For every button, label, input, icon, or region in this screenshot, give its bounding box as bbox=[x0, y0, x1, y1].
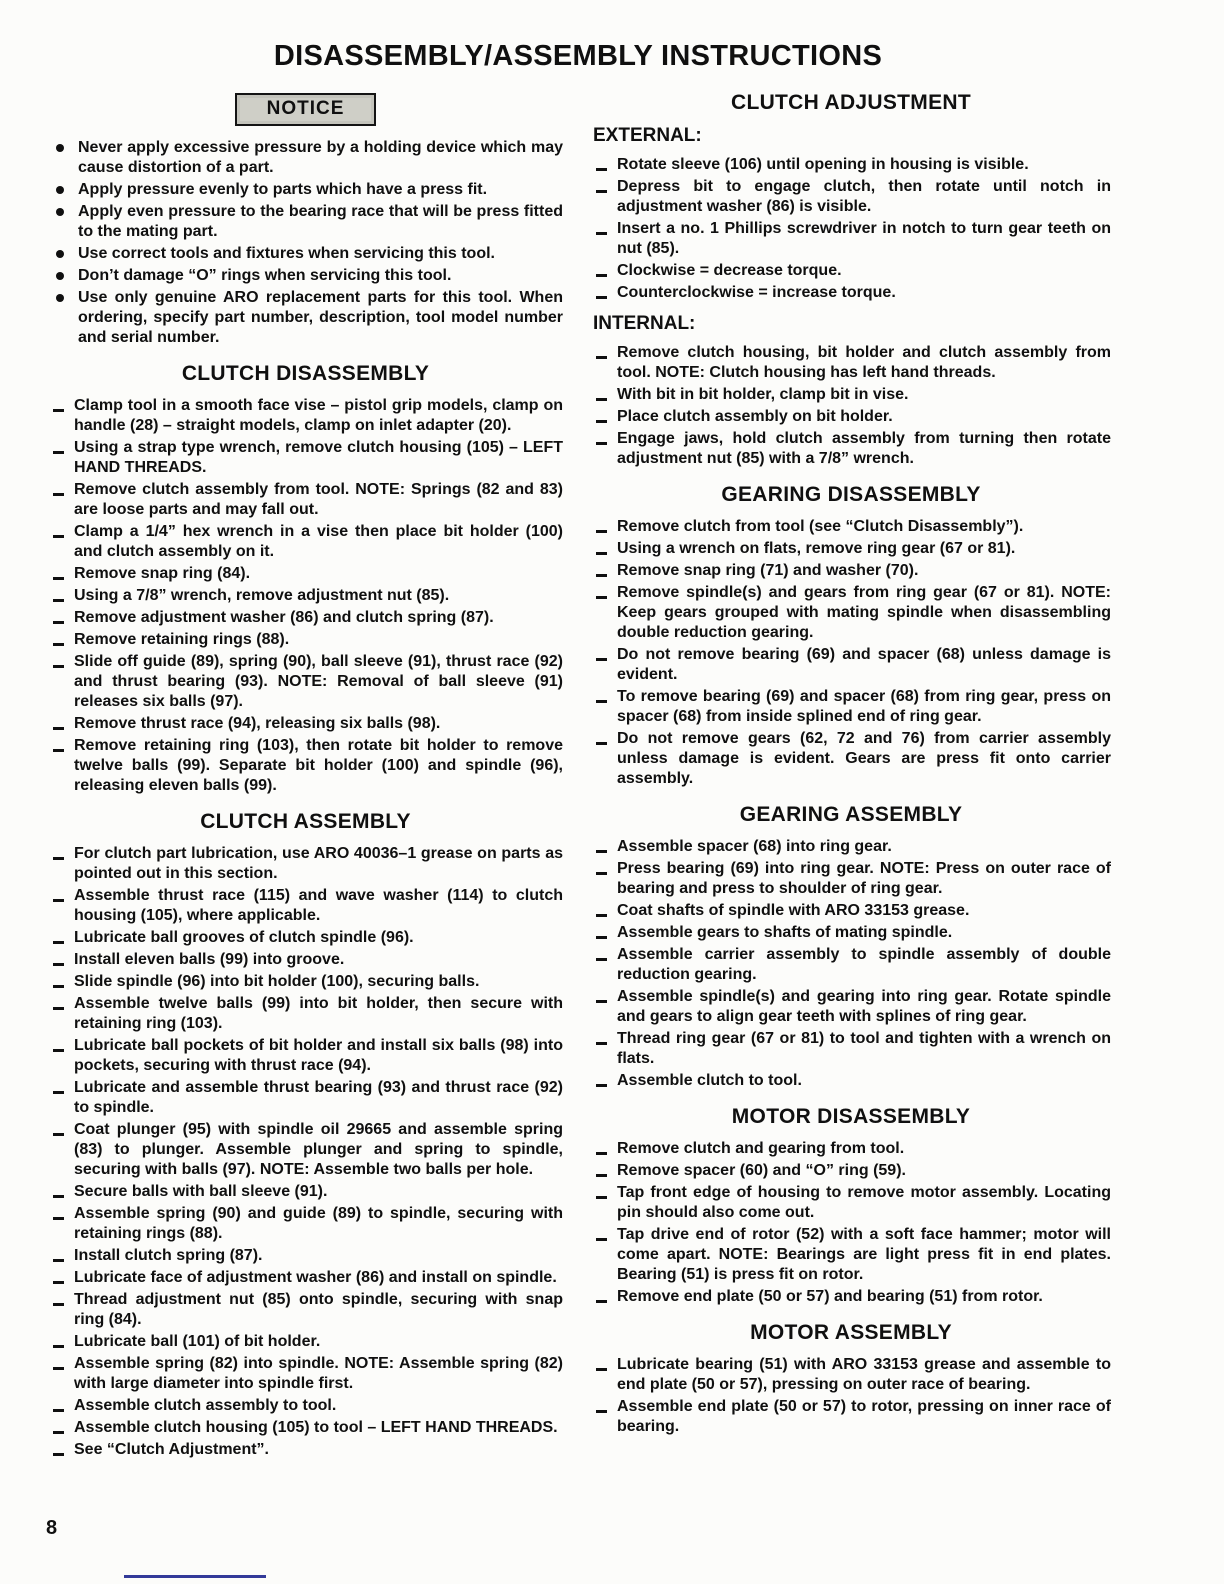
dash-icon bbox=[48, 1290, 74, 1310]
item-text: Lubricate ball pockets of bit holder and install six balls (98) into pockets, securing with thrust race (94). bbox=[74, 1037, 563, 1074]
list-item bbox=[591, 385, 1111, 405]
list-item bbox=[48, 244, 563, 264]
list-item bbox=[48, 138, 563, 178]
item-text: Remove adjustment washer (86) and clutch spring (87). bbox=[74, 609, 494, 626]
dash-icon bbox=[591, 1397, 617, 1417]
list-item bbox=[48, 736, 563, 796]
list-item bbox=[48, 1396, 563, 1416]
item-text: Coat plunger (95) with spindle oil 29665 and assemble spring (83) to plunger. Assemble plunger and spring to spindle, securing with balls (97). NOTE: Assemble two balls per hole. bbox=[74, 1121, 563, 1178]
dash-icon bbox=[591, 729, 617, 749]
list-item bbox=[48, 1440, 563, 1460]
item-text: Install eleven balls (99) into groove. bbox=[74, 951, 345, 968]
item-text: Insert a no. 1 Phillips screwdriver in notch to turn gear teeth on nut (85). bbox=[617, 220, 1111, 257]
item-text: Coat shafts of spindle with ARO 33153 grease. bbox=[617, 902, 970, 919]
dash-icon bbox=[48, 886, 74, 906]
item-text: Assemble clutch assembly to tool. bbox=[74, 1397, 337, 1414]
dash-icon bbox=[591, 155, 617, 175]
subsection-heading: INTERNAL: bbox=[593, 313, 696, 334]
list-item bbox=[48, 844, 563, 884]
dash-icon bbox=[48, 1182, 74, 1202]
item-text: Assemble gears to shafts of mating spindle. bbox=[617, 924, 953, 941]
list-item bbox=[591, 1355, 1111, 1395]
list-item bbox=[48, 1268, 563, 1288]
item-text: Don’t damage “O” rings when servicing this tool. bbox=[78, 267, 452, 284]
dash-icon bbox=[48, 736, 74, 756]
list-item bbox=[591, 517, 1111, 537]
list-item bbox=[48, 886, 563, 926]
item-text: Do not remove bearing (69) and spacer (68) unless damage is evident. bbox=[617, 646, 1111, 683]
list-item bbox=[591, 219, 1111, 259]
section-heading: MOTOR DISASSEMBLY bbox=[731, 1105, 971, 1128]
dash-icon bbox=[48, 1268, 74, 1288]
subsection-heading: EXTERNAL: bbox=[593, 125, 702, 146]
dash-icon bbox=[48, 714, 74, 734]
list-item bbox=[591, 1071, 1111, 1091]
list-item bbox=[48, 1120, 563, 1180]
list-item bbox=[591, 837, 1111, 857]
dash-icon bbox=[591, 901, 617, 921]
dash-icon bbox=[591, 837, 617, 857]
item-text: Assemble spindle(s) and gearing into ring gear. Rotate spindle and gears to align gear teeth with splines of ring gear. bbox=[617, 988, 1111, 1025]
item-text: Remove retaining rings (88). bbox=[74, 631, 290, 648]
item-text: Engage jaws, hold clutch assembly from turning then rotate adjustment nut (85) with a 7/8” wrench. bbox=[617, 430, 1111, 467]
dash-icon bbox=[48, 1396, 74, 1416]
dash-icon bbox=[48, 1078, 74, 1098]
list-item bbox=[591, 945, 1111, 985]
item-text: Do not remove gears (62, 72 and 76) from carrier assembly unless damage is evident. Gears are press fit onto carrier assembly. bbox=[617, 730, 1111, 787]
item-text: Remove spindle(s) and gears from ring gear (67 or 81). NOTE: Keep gears grouped with mating spindle when disassembling double reduction gearing. bbox=[617, 584, 1111, 641]
list-item bbox=[591, 155, 1111, 175]
list-item bbox=[48, 1182, 563, 1202]
item-text: Lubricate and assemble thrust bearing (93) and thrust race (92) to spindle. bbox=[74, 1079, 563, 1116]
list-item bbox=[591, 1139, 1111, 1159]
dash-icon bbox=[591, 219, 617, 239]
item-text: Clamp tool in a smooth face vise – pistol grip models, clamp on handle (28) – straight models, clamp on inlet adapter (20). bbox=[74, 397, 563, 434]
item-text: Remove spacer (60) and “O” ring (59). bbox=[617, 1162, 906, 1179]
list-item bbox=[591, 561, 1111, 581]
list-item bbox=[48, 972, 563, 992]
list-item bbox=[48, 714, 563, 734]
notice-list bbox=[48, 138, 563, 348]
right-column bbox=[591, 91, 1111, 1462]
dash-icon bbox=[48, 844, 74, 864]
list-item bbox=[48, 1354, 563, 1394]
dash-icon bbox=[48, 480, 74, 500]
list-item bbox=[591, 177, 1111, 217]
list-item bbox=[591, 687, 1111, 727]
list-item bbox=[48, 652, 563, 712]
bullet-icon bbox=[48, 288, 78, 308]
dash-icon bbox=[591, 1355, 617, 1375]
bullet-icon bbox=[48, 180, 78, 200]
list-item bbox=[591, 1183, 1111, 1223]
dash-icon bbox=[591, 407, 617, 427]
item-text: See “Clutch Adjustment”. bbox=[74, 1441, 269, 1458]
list-item bbox=[591, 1029, 1111, 1069]
item-text: Rotate sleeve (106) until opening in housing is visible. bbox=[617, 156, 1029, 173]
list-item bbox=[591, 283, 1111, 303]
list-item bbox=[591, 1397, 1111, 1437]
item-text: Apply even pressure to the bearing race that will be press fitted to the mating part. bbox=[78, 203, 563, 240]
dash-icon bbox=[591, 1225, 617, 1245]
dash-icon bbox=[591, 923, 617, 943]
list-item bbox=[48, 1036, 563, 1076]
item-text: Remove clutch from tool (see “Clutch Disassembly”). bbox=[617, 518, 1024, 535]
list-item bbox=[591, 261, 1111, 281]
list-item bbox=[48, 202, 563, 242]
item-text: Using a wrench on flats, remove ring gear (67 or 81). bbox=[617, 540, 1016, 557]
item-text: Remove snap ring (84). bbox=[74, 565, 251, 582]
bullet-icon bbox=[48, 138, 78, 158]
item-text: Assemble thrust race (115) and wave washer (114) to clutch housing (105), where applicable. bbox=[74, 887, 563, 924]
item-text: Install clutch spring (87). bbox=[74, 1247, 263, 1264]
bullet-icon bbox=[48, 266, 78, 286]
list-item bbox=[591, 429, 1111, 469]
dash-icon bbox=[48, 438, 74, 458]
dash-icon bbox=[48, 972, 74, 992]
dash-icon bbox=[591, 561, 617, 581]
list-item bbox=[591, 1225, 1111, 1285]
dash-icon bbox=[591, 1139, 617, 1159]
dash-icon bbox=[48, 522, 74, 542]
item-text: Tap front edge of housing to remove motor assembly. Locating pin should also come out. bbox=[617, 1184, 1111, 1221]
instruction-list bbox=[591, 155, 1111, 303]
notice-banner bbox=[48, 93, 563, 126]
item-text: Remove snap ring (71) and washer (70). bbox=[617, 562, 919, 579]
dash-icon bbox=[48, 1120, 74, 1140]
dash-icon bbox=[591, 539, 617, 559]
list-item bbox=[48, 396, 563, 436]
item-text: Clamp a 1/4” hex wrench in a vise then place bit holder (100) and clutch assembly on it. bbox=[74, 523, 563, 560]
list-item bbox=[591, 987, 1111, 1027]
dash-icon bbox=[48, 608, 74, 628]
dash-icon bbox=[591, 1161, 617, 1181]
item-text: Remove clutch and gearing from tool. bbox=[617, 1140, 905, 1157]
item-text: Using a 7/8” wrench, remove adjustment nut (85). bbox=[74, 587, 450, 604]
list-item bbox=[48, 1204, 563, 1244]
dash-icon bbox=[48, 1332, 74, 1352]
item-text: Remove thrust race (94), releasing six balls (98). bbox=[74, 715, 441, 732]
list-item bbox=[48, 928, 563, 948]
list-item bbox=[591, 729, 1111, 789]
dash-icon bbox=[591, 177, 617, 197]
list-item bbox=[48, 608, 563, 628]
item-text: Assemble spacer (68) into ring gear. bbox=[617, 838, 892, 855]
dash-icon bbox=[591, 283, 617, 303]
dash-icon bbox=[591, 859, 617, 879]
left-column bbox=[48, 91, 563, 1462]
item-text: Slide off guide (89), spring (90), ball sleeve (91), thrust race (92) and thrust bearing (93). NOTE: Removal of ball sleeve (91) releases six balls (97). bbox=[74, 653, 563, 710]
list-item bbox=[591, 1161, 1111, 1181]
list-item bbox=[48, 1246, 563, 1266]
dash-icon bbox=[591, 343, 617, 363]
item-text: Press bearing (69) into ring gear. NOTE: Press on outer race of bearing and press to shoulder of ring gear. bbox=[617, 860, 1111, 897]
instruction-list bbox=[48, 396, 563, 796]
list-item bbox=[48, 480, 563, 520]
item-text: Place clutch assembly on bit holder. bbox=[617, 408, 893, 425]
list-item bbox=[591, 859, 1111, 899]
dash-icon bbox=[591, 1183, 617, 1203]
item-text: Assemble clutch to tool. bbox=[617, 1072, 802, 1089]
item-text: Remove retaining ring (103), then rotate bit holder to remove twelve balls (99). Separate bit holder (100) and spindle (96), releasing eleven balls (99). bbox=[74, 737, 563, 794]
list-item bbox=[48, 1332, 563, 1352]
dash-icon bbox=[591, 645, 617, 665]
instruction-list bbox=[48, 844, 563, 1460]
item-text: Assemble spring (90) and guide (89) to spindle, securing with retaining rings (88). bbox=[74, 1205, 563, 1242]
item-text: With bit in bit holder, clamp bit in vise. bbox=[617, 386, 909, 403]
instruction-list bbox=[591, 1139, 1111, 1307]
item-text: Assemble spring (82) into spindle. NOTE: Assemble spring (82) with large diameter into spindle first. bbox=[74, 1355, 563, 1392]
list-item bbox=[591, 539, 1111, 559]
list-item bbox=[591, 1287, 1111, 1307]
dash-icon bbox=[48, 652, 74, 672]
dash-icon bbox=[591, 1071, 617, 1091]
dash-icon bbox=[591, 517, 617, 537]
instruction-list bbox=[591, 1355, 1111, 1437]
item-text: Thread adjustment nut (85) onto spindle, securing with snap ring (84). bbox=[74, 1291, 563, 1328]
section-heading: CLUTCH ASSEMBLY bbox=[200, 810, 411, 833]
item-text: Assemble twelve balls (99) into bit holder, then secure with retaining ring (103). bbox=[74, 995, 563, 1032]
dash-icon bbox=[48, 1204, 74, 1224]
dash-icon bbox=[591, 385, 617, 405]
item-text: Lubricate bearing (51) with ARO 33153 grease and assemble to end plate (50 or 57), pressing on outer race of bearing. bbox=[617, 1356, 1111, 1393]
two-column-layout bbox=[0, 91, 1224, 1462]
item-text: Use correct tools and fixtures when servicing this tool. bbox=[78, 245, 495, 262]
dash-icon bbox=[48, 1440, 74, 1460]
page-title: DISASSEMBLY/ASSEMBLY INSTRUCTIONS bbox=[273, 40, 883, 72]
section-heading: MOTOR ASSEMBLY bbox=[750, 1321, 952, 1344]
item-text: Remove clutch assembly from tool. NOTE: Springs (82 and 83) are loose parts and may fall out. bbox=[74, 481, 563, 518]
item-text: Lubricate face of adjustment washer (86) and install on spindle. bbox=[74, 1269, 557, 1286]
list-item bbox=[591, 583, 1111, 643]
item-text: Assemble end plate (50 or 57) to rotor, pressing on inner race of bearing. bbox=[617, 1398, 1111, 1435]
dash-icon bbox=[591, 1287, 617, 1307]
notice-label: NOTICE bbox=[235, 93, 377, 126]
item-text: To remove bearing (69) and spacer (68) from ring gear, press on spacer (68) from inside splined end of ring gear. bbox=[617, 688, 1111, 725]
list-item bbox=[48, 1418, 563, 1438]
list-item bbox=[48, 1078, 563, 1118]
item-text: Lubricate ball grooves of clutch spindle (96). bbox=[74, 929, 414, 946]
dash-icon bbox=[48, 950, 74, 970]
list-item bbox=[48, 180, 563, 200]
item-text: Counterclockwise = increase torque. bbox=[617, 284, 896, 301]
item-text: Remove end plate (50 or 57) and bearing (51) from rotor. bbox=[617, 1288, 1043, 1305]
list-item bbox=[591, 407, 1111, 427]
dash-icon bbox=[48, 1354, 74, 1374]
list-item bbox=[48, 438, 563, 478]
list-item bbox=[591, 923, 1111, 943]
list-item bbox=[48, 630, 563, 650]
dash-icon bbox=[591, 987, 617, 1007]
item-text: Secure balls with ball sleeve (91). bbox=[74, 1183, 328, 1200]
dash-icon bbox=[591, 583, 617, 603]
list-item bbox=[48, 564, 563, 584]
list-item bbox=[48, 950, 563, 970]
instruction-list bbox=[591, 517, 1111, 789]
section-heading: GEARING ASSEMBLY bbox=[739, 803, 963, 826]
dash-icon bbox=[48, 928, 74, 948]
section-heading: GEARING DISASSEMBLY bbox=[721, 483, 981, 506]
instruction-list bbox=[591, 837, 1111, 1091]
dash-icon bbox=[591, 429, 617, 449]
item-text: Slide spindle (96) into bit holder (100), securing balls. bbox=[74, 973, 480, 990]
item-text: Depress bit to engage clutch, then rotate until notch in adjustment washer (86) is visible. bbox=[617, 178, 1111, 215]
dash-icon bbox=[48, 586, 74, 606]
list-item bbox=[48, 288, 563, 348]
list-item bbox=[48, 1290, 563, 1330]
item-text: Never apply excessive pressure by a holding device which may cause distortion of a part. bbox=[78, 139, 563, 176]
dash-icon bbox=[48, 630, 74, 650]
item-text: Lubricate ball (101) of bit holder. bbox=[74, 1333, 321, 1350]
item-text: For clutch part lubrication, use ARO 40036–1 grease on parts as pointed out in this section. bbox=[74, 845, 563, 882]
dash-icon bbox=[48, 994, 74, 1014]
list-item bbox=[591, 645, 1111, 685]
item-text: Assemble carrier assembly to spindle assembly of double reduction gearing. bbox=[617, 946, 1111, 983]
list-item bbox=[48, 522, 563, 562]
list-item bbox=[48, 586, 563, 606]
list-item bbox=[48, 266, 563, 286]
bullet-icon bbox=[48, 202, 78, 222]
item-text: Assemble clutch housing (105) to tool – LEFT HAND THREADS. bbox=[74, 1419, 558, 1436]
item-text: Remove clutch housing, bit holder and clutch assembly from tool. NOTE: Clutch housing has left hand threads. bbox=[617, 344, 1111, 381]
dash-icon bbox=[591, 1029, 617, 1049]
section-heading: CLUTCH DISASSEMBLY bbox=[181, 362, 430, 385]
footer-line bbox=[124, 1575, 266, 1578]
dash-icon bbox=[591, 945, 617, 965]
dash-icon bbox=[48, 1418, 74, 1438]
list-item bbox=[591, 343, 1111, 383]
dash-icon bbox=[591, 687, 617, 707]
instruction-list bbox=[591, 343, 1111, 469]
dash-icon bbox=[591, 261, 617, 281]
page-number: 8 bbox=[46, 1517, 58, 1539]
item-text: Using a strap type wrench, remove clutch housing (105) – LEFT HAND THREADS. bbox=[74, 439, 563, 476]
item-text: Thread ring gear (67 or 81) to tool and tighten with a wrench on flats. bbox=[617, 1030, 1111, 1067]
item-text: Use only genuine ARO replacement parts for this tool. When ordering, specify part number, description, tool model number and serial number. bbox=[78, 289, 563, 346]
bullet-icon bbox=[48, 244, 78, 264]
dash-icon bbox=[48, 1246, 74, 1266]
list-item bbox=[591, 901, 1111, 921]
item-text: Clockwise = decrease torque. bbox=[617, 262, 842, 279]
section-heading: CLUTCH ADJUSTMENT bbox=[731, 91, 971, 114]
dash-icon bbox=[48, 1036, 74, 1056]
item-text: Tap drive end of rotor (52) with a soft face hammer; motor will come apart. NOTE: Bearings are light press fit in end plates. Bearing (51) is press fit on rotor. bbox=[617, 1226, 1111, 1283]
item-text: Apply pressure evenly to parts which have a press fit. bbox=[78, 181, 488, 198]
dash-icon bbox=[48, 564, 74, 584]
list-item bbox=[48, 994, 563, 1034]
dash-icon bbox=[48, 396, 74, 416]
